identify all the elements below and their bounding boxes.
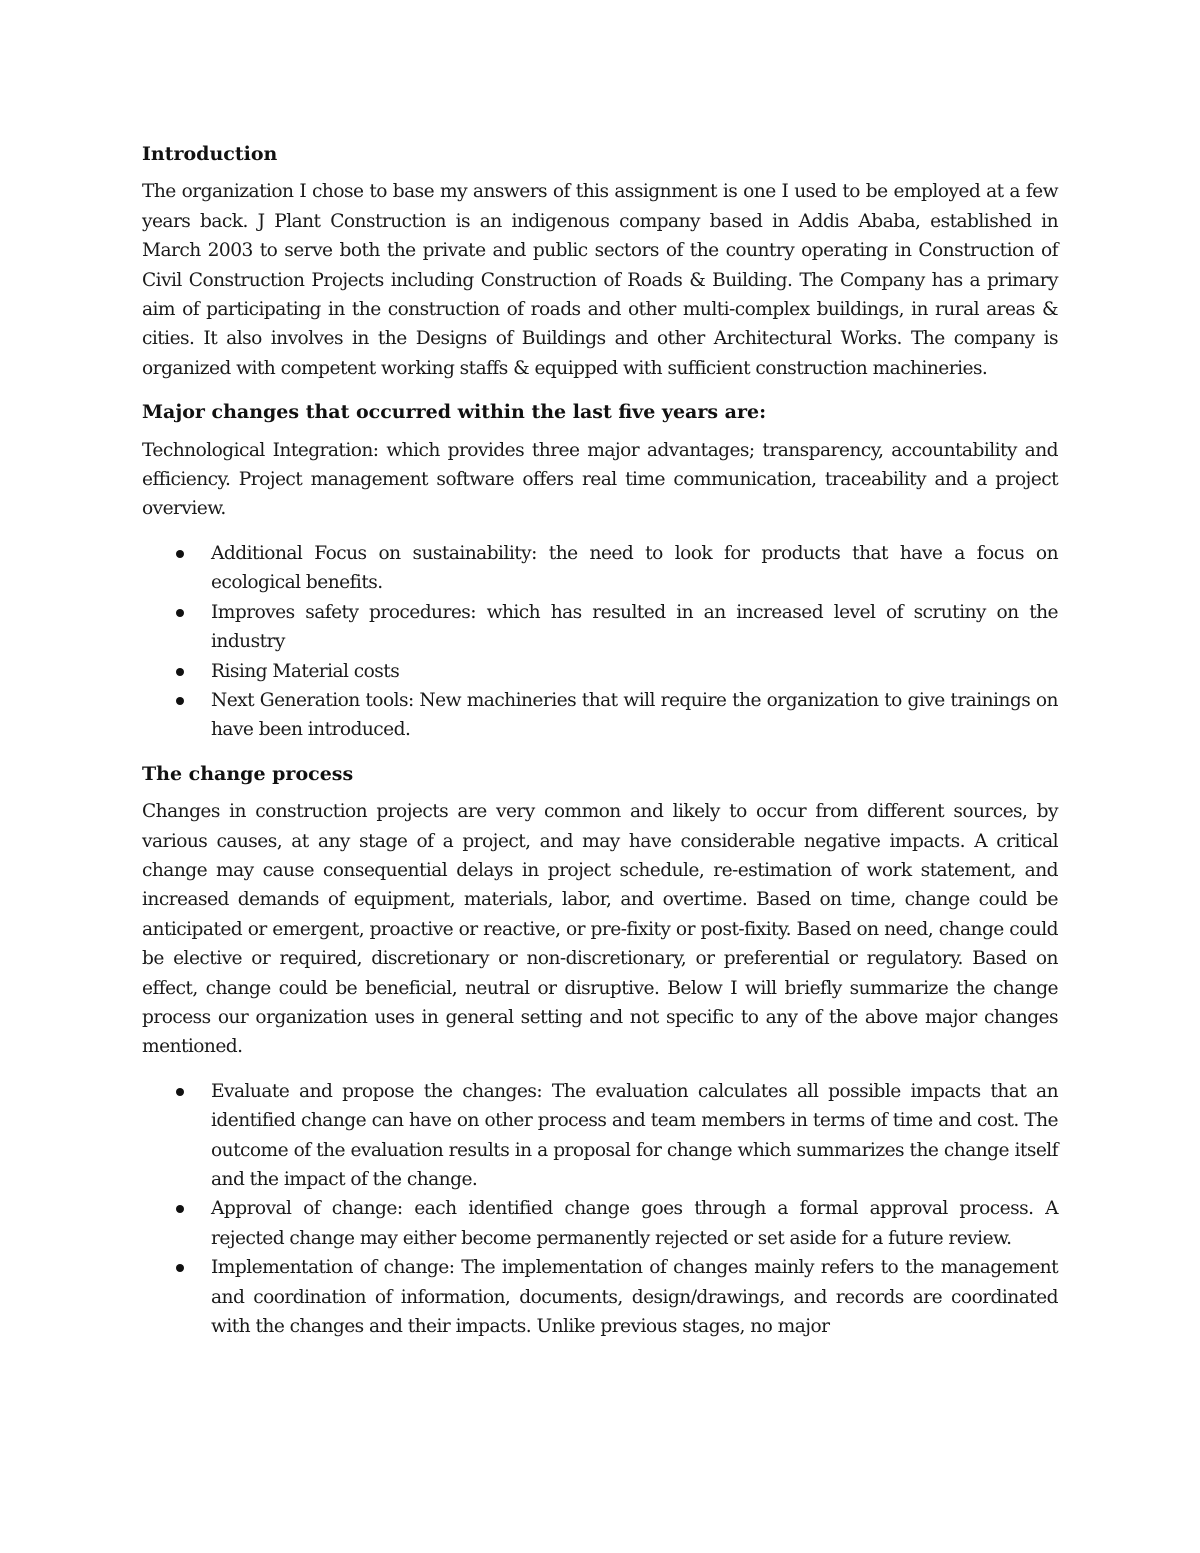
major-changes-heading: Major changes that occurred within the last five years are:: [142, 401, 767, 424]
list-item-text: Approval of change: each identified change goes through a formal approval process. A rejected change may either become permanently rejected or set aside for a future review.: [211, 1198, 1058, 1249]
list-item: [142, 1194, 1058, 1253]
major-changes-paragraph: Technological Integration: which provides three major advantages; transparency, accountability and efficiency. Project management software offers real time communication, traceability and a project overview.: [142, 439, 1058, 520]
bullet-icon: [176, 668, 184, 676]
list-item: [142, 1077, 1058, 1195]
list-item-text: Implementation of change: The implementation of changes mainly refers to the management and coordination of information, documents, design/drawings, and records are coordinated with the changes and their impacts. Unlike previous stages, no major: [211, 1257, 1058, 1338]
change-process-paragraph: Changes in construction projects are very common and likely to occur from different sources, by various causes, at any stage of a project, and may have considerable negative impacts. A critical change may cause consequential delays in project schedule, re-estimation of work statement, and increased demands of equipment, materials, labor, and overtime. Based on time, change could be anticipated or emergent, proactive or reactive, or pre-fixity or post-fixity. Based on need, change could be elective or required, discretionary or non-discretionary, or preferential or regulatory. Based on effect, change could be beneficial, neutral or disruptive. Below I will briefly summarize the change process our organization uses in general setting and not specific to any of the above major changes mentioned.: [142, 801, 1058, 1058]
list-item: [142, 598, 1058, 657]
bullet-icon: [176, 1088, 184, 1096]
list-item: [142, 1253, 1058, 1341]
list-item-text: Evaluate and propose the changes: The evaluation calculates all possible impacts that an identified change can have on other process and team members in terms of time and cost. The outcome of the evaluation results in a proposal for change which summarizes the change itself and the impact of the change.: [211, 1080, 1058, 1190]
change-process-list: [142, 1077, 1058, 1342]
introduction-heading: Introduction: [142, 143, 278, 165]
bullet-icon: [176, 609, 184, 617]
major-changes-list: [142, 539, 1058, 745]
list-item-text: Additional Focus on sustainability: the need to look for products that have a focus on ecological benefits.: [211, 542, 1058, 594]
list-item-text: Rising Material costs: [211, 660, 400, 682]
list-item: [142, 686, 1058, 745]
list-item: [142, 657, 1058, 686]
introduction-paragraph: The organization I chose to base my answers of this assignment is one I used to be employed at a few years back. J Plant Construction is an indigenous company based in Addis Ababa, established in March 2003 to serve both the private and public sectors of the country operating in Construction of Civil Construction Projects including Construction of Roads & Building. The Company has a primary aim of participating in the construction of roads and other multi-complex buildings, in rural areas & cities. It also involves in the Designs of Buildings and other Architectural Works. The company is organized with competent working staffs & equipped with sufficient construction machineries.: [142, 181, 1058, 379]
bullet-icon: [176, 550, 184, 558]
bullet-icon: [176, 697, 184, 705]
document-page: [142, 140, 1058, 1356]
bullet-icon: [176, 1205, 184, 1213]
bullet-icon: [176, 1264, 184, 1272]
change-process-heading: The change process: [142, 762, 354, 785]
list-item-text: Improves safety procedures: which has resulted in an increased level of scrutiny on the industry: [211, 601, 1058, 653]
list-item: [142, 539, 1058, 598]
list-item-text: Next Generation tools: New machineries that will require the organization to give trainings on have been introduced.: [211, 689, 1058, 741]
